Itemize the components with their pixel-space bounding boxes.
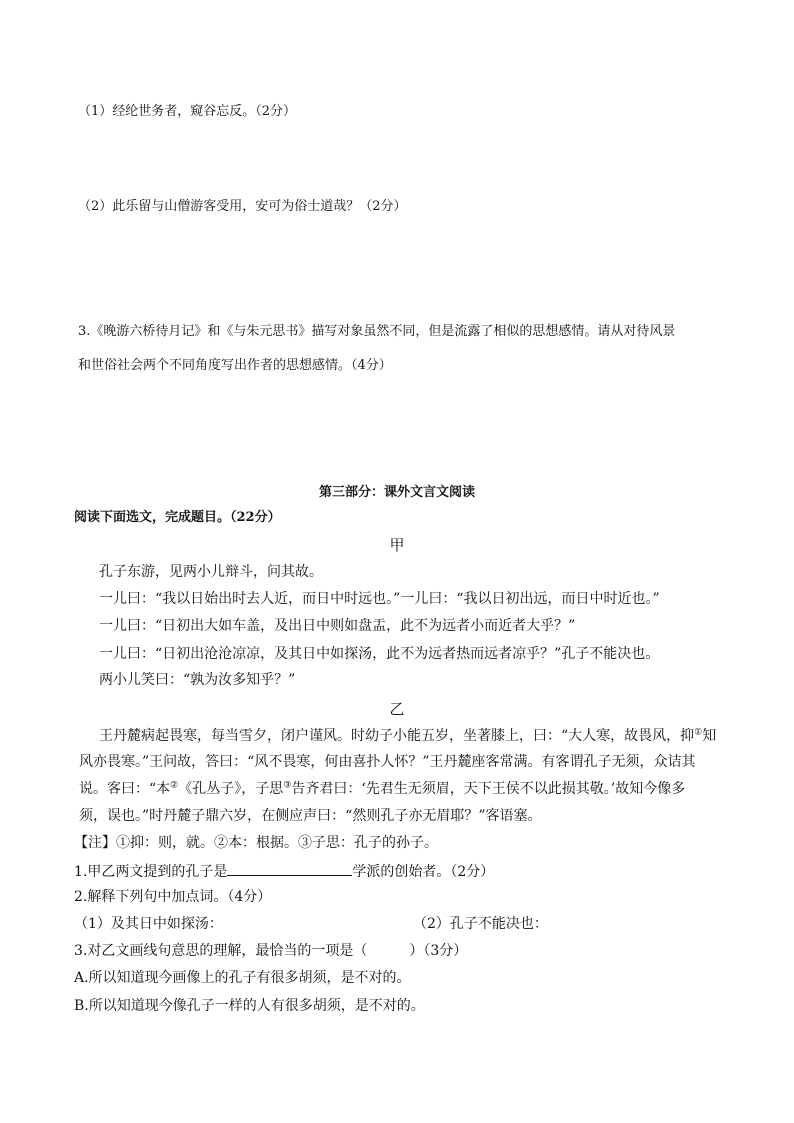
passage-jia-para-5: 两小儿笑曰：“孰为汝多知乎？” [99,672,296,688]
question-2-item-2: （2）孔子不能决也： [413,916,548,932]
answer-blank[interactable] [227,861,352,876]
question-1-text-b: 学派的创始者。（2分） [352,864,495,880]
passage-yi-line-1 [99,727,716,745]
passage-yi-line-3-text-b: 《孔丛子》，子思 [178,781,284,797]
question-2: 2.解释下列句中加点词。（4分） [74,889,272,905]
passage-yi-line-3 [79,780,685,798]
section-title: 第三部分：课外文言文阅读 [318,485,475,500]
passage-yi-line-1-text: 王丹麓病起畏寒，每当雪夕，闭户谨风。时幼子小能五岁，坐著膝上，曰：“大人寒，故畏风，抑 [99,728,695,744]
option-a: A.所以知道现今画像上的孔子有很多胡须，是不对的。 [74,970,411,986]
question-3-text-b: ）（3分） [409,943,468,959]
passage-yi-line-2: 风亦畏寒。”王问故，答曰：“风不畏寒，何由喜扑人怀？”王丹麓座客常满。有客谓孔子无须，众诘其 [79,754,696,770]
passage-jia-heading: 甲 [389,536,405,554]
footnote-marker-3: ③ [283,780,292,791]
question-2-1: （1）经纶世务者，窥谷忘反。（2分） [78,104,297,119]
passage-jia-para-2: 一儿曰：“我以日始出时去人近，而日中时远也。”一儿曰：“我以日初出远，而日中时近也。” [99,591,660,607]
passage-jia-para-4: 一儿曰：“日初出沧沧凉凉，及其日中如探汤，此不为远者热而远者凉乎？”孔子不能决也。 [99,646,660,662]
question-1-text-a: 1.甲乙两文提到的孔子是 [74,864,228,880]
passage-yi-line-1-end: 知 [702,728,717,744]
passage-yi-line-4: 须，误也。”时丹麓子鼎六岁，在侧应声曰：“然则孔子亦无眉耶？”客语塞。 [79,808,542,824]
question-2-2: （2）此乐留与山僧游客受用，安可为俗士道哉？（2分） [78,199,407,214]
passage-jia-para-1: 孔子东游，见两小儿辩斗，问其故。 [99,564,323,580]
passage-jia-para-3: 一儿曰：“日初出大如车盖，及出日中则如盘盂，此不为远者小而近者大乎？” [99,618,576,634]
passage-yi-heading: 乙 [389,700,405,718]
passage-yi-line-3-text-a: 说。客曰：“本 [79,781,171,797]
question-2-item-1: （1）及其日中如探汤： [74,916,223,932]
footnote-marker-1: ① [694,727,703,738]
question-3-text-a: 3.对乙文画线句意思的理解，最恰当的一项是（ [74,943,368,959]
question-3-line-2: 和世俗社会两个不同角度写出作者的思想感情。（4分） [78,358,392,373]
annotation-note: 【注】①抑：则，就。②本：根据。③子思：孔子的孙子。 [74,835,438,851]
footnote-marker-2: ② [170,780,179,791]
question-3-line-1: 3.《晚游六桥待月记》和《与朱元思书》描写对象虽然不同，但是流露了相似的思想感情。请从对待风景 [78,324,676,339]
question-1 [74,861,494,881]
question-3 [74,942,467,960]
section-instruction: 阅读下面选文，完成题目。（22分） [74,510,281,525]
passage-yi-line-3-text-c: 告齐君曰：‘先君生无须眉，天下王侯不以此损其敬。’故知今像多 [291,781,686,797]
option-b: B.所以知道现今像孔子一样的人有很多胡须，是不对的。 [74,998,425,1014]
